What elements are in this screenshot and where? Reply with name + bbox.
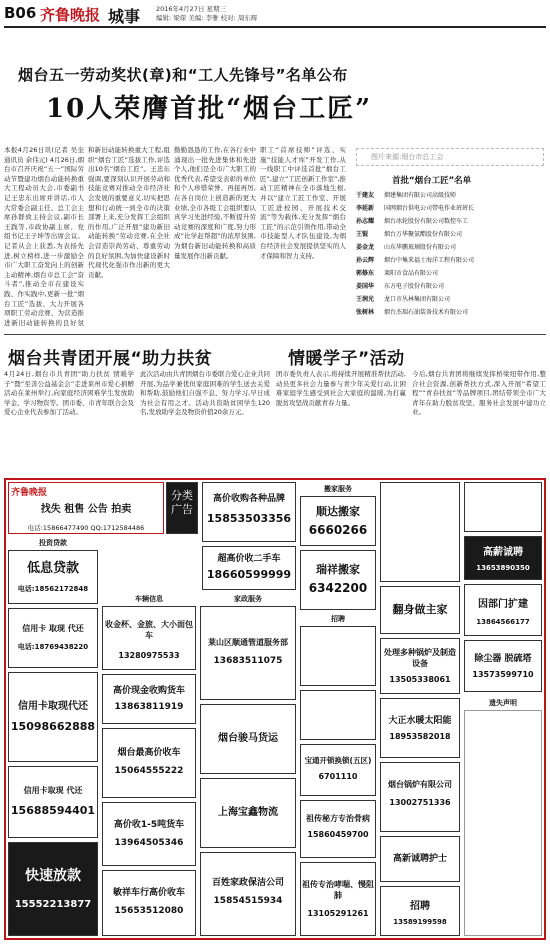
article1-kicker: 烟台五一劳动奖状(章)和“工人先锋号”名单公布: [18, 66, 348, 84]
article2-col1: 4月24日,烟台市共青团“助力扶贫 情暖学子”暨“至善公益基金会”走进莱州市爱心捐赠活动在莱州举行,向家庭经济困难学生发放助学金、学习物资等。团市委、市青年联合会及爱心企业代表参加了活动。: [4, 370, 134, 417]
ad-car5: 烟台最高价收车 15064555222: [102, 728, 196, 798]
sec-recruit: 招聘: [331, 615, 345, 623]
page-number: B06: [4, 4, 37, 22]
ad-job1: 高薪诚聘 13653890350: [464, 536, 542, 580]
ad-job-placeholder-1: [300, 626, 376, 686]
ad-job-top-right: [464, 482, 542, 532]
ad-notices: [464, 710, 542, 936]
ad-job9: 招聘 13589199598: [380, 886, 460, 936]
article1-col1: 本报4月26日讯(记者 吴奎 通讯员 余伟元) 4月26日,烟台市召开庆祝“五一”国际劳动节暨建功烟台动能转换重大工程动员大会,市委副书记王忠东出席并讲话,市人大常委会副主任、总工会主席孙群致主持会议,副市长王践等,市政协副主席、党组书记王子坤等出席会议。记者从会上获悉,为表扬先进,树立榜样,进一步激励全市广大职工奋发向上的创新主动精神,烟台市总工会“奋斗者”,推动全市在建设实践、作实践中,更新一批“烟台工匠”选拔、大力开展各项职工劳动竞赛、为营造推进新旧动能转换的良好氛: [4, 146, 84, 326]
article1-headline: 10人荣膺首批“烟台工匠”: [46, 94, 373, 124]
ad-move9: 莱山区顺通管道服务部 13683511075: [200, 606, 296, 700]
article2-headline-left: 烟台共青团开展“助力扶贫: [8, 349, 213, 369]
ad-car3: 收金杯、金旅、大小面包车 13280975533: [102, 606, 196, 670]
divider: [4, 334, 546, 335]
sec-service: 家政服务: [234, 595, 262, 603]
list-item: 郭修东 莱阳市食品有限公司: [356, 270, 439, 277]
ad-job-placeholder-2: [300, 690, 376, 740]
ad-job2: 因部门扩建 13864566177: [464, 584, 542, 636]
ad-credit1: 信用卡 取现 代还 电话:18769438220: [8, 608, 98, 668]
article2-col3: 团市委负责人表示,将持续开展精准帮扶活动,动员更多社会力量参与青少年关爱行动,让困难家庭学生感受到社会大家庭的温暖,为打赢脱贫攻坚战贡献青春力量。: [276, 370, 406, 407]
ad-car7: 敏祥车行高价收车 15653512080: [102, 870, 196, 936]
article2-col2: 此次活动由共青团烟台市委联合爱心企业共同开展,为品学兼优但家庭困难的学生送去关爱和帮助,鼓励他们自强不息、努力学习,早日成为社会有用之才。活动共资助贫困学生120名,发放助学金及物资价值20余万元。: [140, 370, 270, 417]
article1-col2: 和新旧动能转换重大工程,组织“烟台工匠”选拔工作,评选出10名“烟台工匠”。王忠东强调,要深刻认识开展劳动和技能竞赛对推动全市经济社会发展的重要意义,切实把思想和行动统一到全市的决策部署上来,充分发挥工会组织的作用,广泛开展“建功新旧动能转换”劳动竞赛,在全社会营造崇尚劳动、尊重劳动的良好氛围,为加快建设新时代现代化强市作出新的更大贡献。: [88, 146, 170, 279]
ad-credit2: 信用卡取现代还 15098662888: [8, 672, 98, 762]
header-date: 2016年4月27日 星期三: [156, 5, 227, 13]
ad-job4: 翻身做主家: [380, 586, 460, 634]
list-item: 姜金龙 山东华鹏玻璃股份有限公司: [356, 244, 457, 251]
ads-banner-phone: 电话:15866477490 QQ:1712584486: [27, 524, 145, 532]
ad-move4: 烟台骏马货运: [200, 704, 296, 774]
ad-job8: 高新诚聘护士: [380, 836, 460, 882]
list-item: 孙志耀 烟台冰轮股份有限公司数控车工: [356, 218, 469, 225]
ad-fast-loan: 快速放款 15552213877: [8, 842, 98, 936]
sec-car: 车辆信息: [135, 595, 163, 603]
newspaper-logo: 齐鲁晚报: [40, 6, 101, 24]
article1-col4: 职工“首席技师”评选、实施“技能人才库”开发工作,从一线职工中评选首批“烟台工匠”,建立“工匠创新工作室”,推动工匠精神在全市落地生根,并以“建立工匠工作室、开展工匠进校园、开展技术交流”等为载体,充分发挥“烟台工匠”的示范引领作用,带动全市技能型人才队伍建设,为烟台经济社会发展提供坚实的人才保障和智力支持。: [260, 146, 346, 260]
ads-banner-words: 找失 租售 公告 拍卖: [40, 504, 132, 515]
photo-placeholder: 图片来源:烟台市总工会: [356, 148, 544, 166]
craftsmen-list-title: 首批“烟台工匠”名单: [392, 176, 472, 186]
sec-move: 搬家服务: [324, 485, 352, 493]
sec-edu: 遗失声明: [489, 699, 517, 707]
list-item: 李延新 国网烟台供电公司带电作业班班长: [356, 205, 475, 212]
classified-ads-section: [4, 478, 546, 940]
ad-move5: 上海宝鑫物流: [200, 778, 296, 848]
list-item: 王润光 龙口市丛林集团有限公司: [356, 296, 451, 303]
ad-job7: 烟台锅炉有限公司 13002751336: [380, 762, 460, 832]
ad-loan: 低息贷款 电话:18562172848: [8, 550, 98, 604]
ad-credit3: 信用卡取现 代还 15688594401: [8, 766, 98, 838]
ad-car6: 高价收1-5吨货车 13964505346: [102, 802, 196, 866]
article1-col3: 勤勤恳恳的工作,在各行业中涌现出一批先进集体和先进个人,他们是全市广大职工的优秀代表,希望受表彰的单位和个人珍惜荣誉、再接再厉,在各自岗位上创造新的更大业绩,全市各级工会组织要认真学习先进经验,不断提升劳动竞赛的深度和广度,努力形成“比学赶帮超”的浓厚氛围,为烟台新旧动能转换和高质量发展作出新贡献。: [174, 146, 256, 260]
ad-move1: 顺达搬家 6660266: [300, 496, 376, 546]
ad-move6: 百姓家政保洁公司 15854515934: [200, 852, 296, 936]
ad-job-block: [380, 482, 460, 582]
ad-move2: 瑞祥搬家 6342200: [300, 550, 376, 610]
list-item: 孙云辉 烟台中集来福士海洋工程有限公司: [356, 257, 475, 264]
list-item: 张树林 烟台杰瑞石油装备技术有限公司: [356, 309, 469, 316]
ad-job6: 大正水暖太阳能 18953582018: [380, 698, 460, 758]
ad-move8: 祖传专治哮喘、慢阻肺 13105291261: [300, 862, 376, 936]
article2-col4: 今后,烟台共青团将继续发挥桥梁纽带作用,整合社会资源,创新帮扶方式,深入开展“希望工程”“青春扶贫”等品牌项目,团结带领全市广大青年在助力脱贫攻坚、服务社会发展中建功立业。: [412, 370, 546, 417]
ads-banner-right: 分类广告: [166, 482, 198, 534]
ad-car2: 超高价收二手车 18660599999: [202, 546, 296, 590]
ads-banner: [8, 482, 164, 534]
ad-move3: 宝通开锁换锁(五区) 6701110: [300, 744, 376, 796]
section-title: 城事: [108, 7, 141, 26]
list-item: 姜国华 东方电子股份有限公司: [356, 283, 445, 290]
ad-car1: 高价收购各种品牌 15853503356: [202, 482, 296, 542]
ad-job5: 处理多种锅炉及制造设备 13505338061: [380, 638, 460, 694]
ad-job3: 除尘器 脱硫塔 13573599710: [464, 640, 542, 692]
header-meta: [156, 5, 257, 23]
list-item: 王锟 烟台万华聚氨酯股份有限公司: [356, 231, 463, 238]
page-header: [4, 2, 546, 28]
ads-logo: 齐鲁晚报: [11, 488, 48, 498]
article2-headline-right: 情暖学子”活动: [288, 349, 405, 369]
list-item: 于建友 烟建集团有限公司高级技师: [356, 192, 457, 199]
ad-car4: 高价现金收购货车 13863811919: [102, 674, 196, 724]
header-editors: 编辑: 梁琛 美编: 李雅 校对: 周东辉: [156, 14, 258, 22]
sec-invest: 投资贷款: [39, 539, 67, 547]
ad-move7: 祖传秘方专治骨病 15860459700: [300, 800, 376, 858]
